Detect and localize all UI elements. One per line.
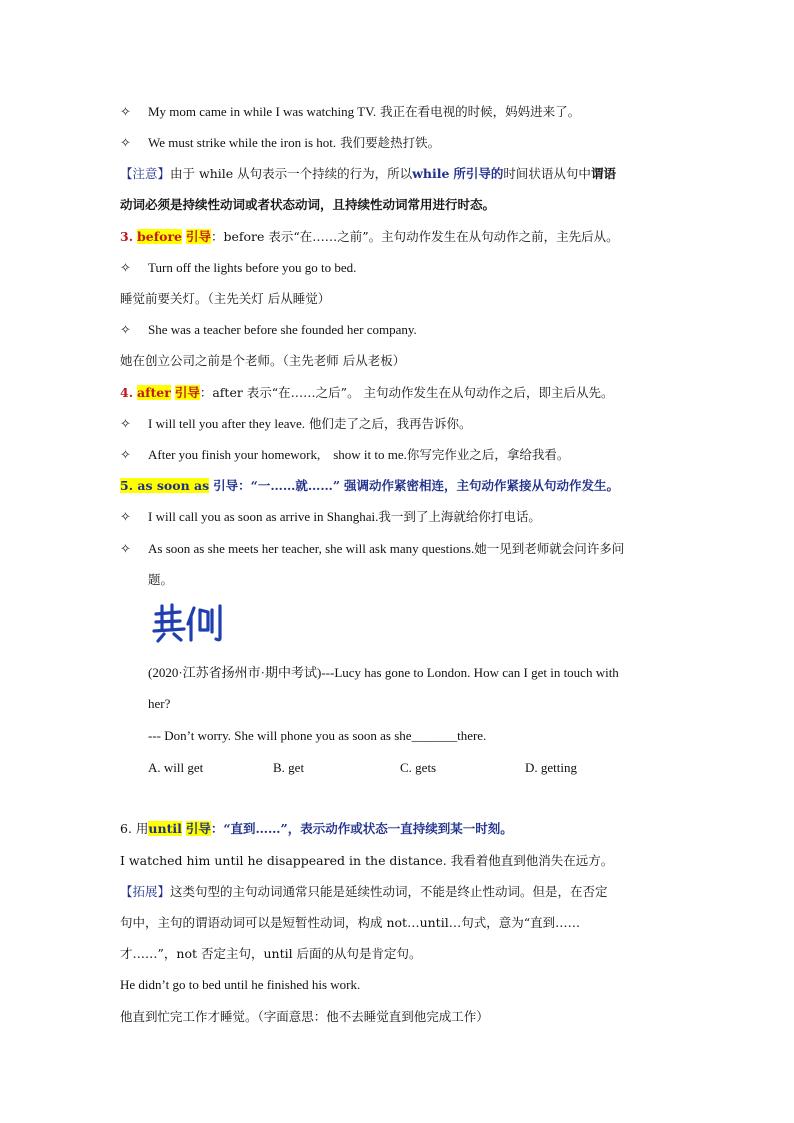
- until-extension-2: 句中，主句的谓语动词可以是短暂性动词，构成 not…until…句式，意为“直到……: [120, 915, 581, 930]
- as-soon-as-example-2: ✧ As soon as she meets her teacher, she will ask many questions.她一见到老师就会问许多问: [120, 541, 625, 557]
- option-a: A. will get: [148, 760, 204, 775]
- example-question-line-1-cont: her?: [148, 696, 171, 711]
- option-d: D. getting: [525, 760, 577, 775]
- example-question-line-2: --- Don’t worry. She will phone you as soon as she_______there.: [148, 728, 487, 743]
- as-soon-as-heading: 5. as soon as 引导：“一……就……” 强调动作紧密相连，主句动作紧接从句动作发生。: [120, 478, 620, 493]
- bullet-icon: ✧: [120, 417, 131, 432]
- before-example-2-zh: 她在创立公司之前是个老师。（主先老师 后从老板）: [120, 353, 406, 368]
- bullet-icon: ✧: [120, 510, 131, 525]
- bullet-icon: ✧: [120, 261, 131, 276]
- bullet-icon: ✧: [120, 105, 131, 120]
- as-soon-as-example-1: ✧ I will call you as soon as arrive in Shanghai.我一到了上海就给你打电话。: [120, 509, 541, 525]
- bullet-icon: ✧: [120, 323, 131, 338]
- while-example-2: ✧ We must strike while the iron is hot. 我们要趁热打铁。: [120, 135, 441, 151]
- after-example-2: ✧ After you finish your homework, show it to me.你写完作业之后，拿给我看。: [120, 447, 570, 463]
- as-soon-as-example-2-cont: 题。: [148, 572, 174, 587]
- until-heading: 6. 用until 引导：“直到……”，表示动作或状态一直持续到某一时刻。: [120, 821, 513, 836]
- after-heading: 4. after 引导：after 表示“在……之后”。 主句动作发生在从句动作之后，即主后从先。: [120, 385, 614, 400]
- after-example-1: ✧ I will tell you after they leave. 他们走了之后，我再告诉你。: [120, 416, 472, 432]
- before-example-1-zh: 睡觉前要关灯。（主先关灯 后从睡觉）: [120, 291, 331, 306]
- while-note-line-2: 动词必须是持续性动词或者状态动词，且持续性动词常用进行时态。: [120, 197, 496, 212]
- bullet-icon: ✧: [120, 448, 131, 463]
- until-extension-1: 【拓展】这类句型的主句动词通常只能是延续性动词，不能是终止性动词。但是，在否定: [120, 884, 608, 899]
- until-extension-3: 才……”，not 否定主句，until 后面的从句是肯定句。: [120, 946, 422, 961]
- until-example-2: He didn’t go to bed until he finished his work.: [120, 977, 361, 992]
- before-example-1: ✧ Turn off the lights before you go to bed.: [120, 260, 357, 276]
- bullet-icon: ✧: [120, 136, 131, 151]
- example-stamp-icon: [150, 600, 230, 644]
- before-heading: 3. before 引导：before 表示“在……之前”。主句动作发生在从句动作之前，主先后从。: [120, 229, 619, 244]
- option-c: C. gets: [400, 760, 437, 775]
- while-example-1: ✧ My mom came in while I was watching TV. 我正在看电视的时候，妈妈进来了。: [120, 104, 581, 120]
- until-example-2-zh: 他直到忙完工作才睡觉。（字面意思：他不去睡觉直到他完成工作）: [120, 1009, 489, 1024]
- example-question-line-1: (2020·江苏省扬州市·期中考试)---Lucy has gone to London. How can I get in touch with: [148, 665, 619, 680]
- bullet-icon: ✧: [120, 542, 131, 557]
- option-b: B. get: [273, 760, 305, 775]
- until-example-1: I watched him until he disappeared in the distance. 我看着他直到他消失在远方。: [120, 853, 614, 868]
- before-example-2: ✧ She was a teacher before she founded her company.: [120, 322, 417, 338]
- while-note: 【注意】由于 while 从句表示一个持续的行为，所以while 所引导的时间状语从句中谓语: [120, 166, 616, 181]
